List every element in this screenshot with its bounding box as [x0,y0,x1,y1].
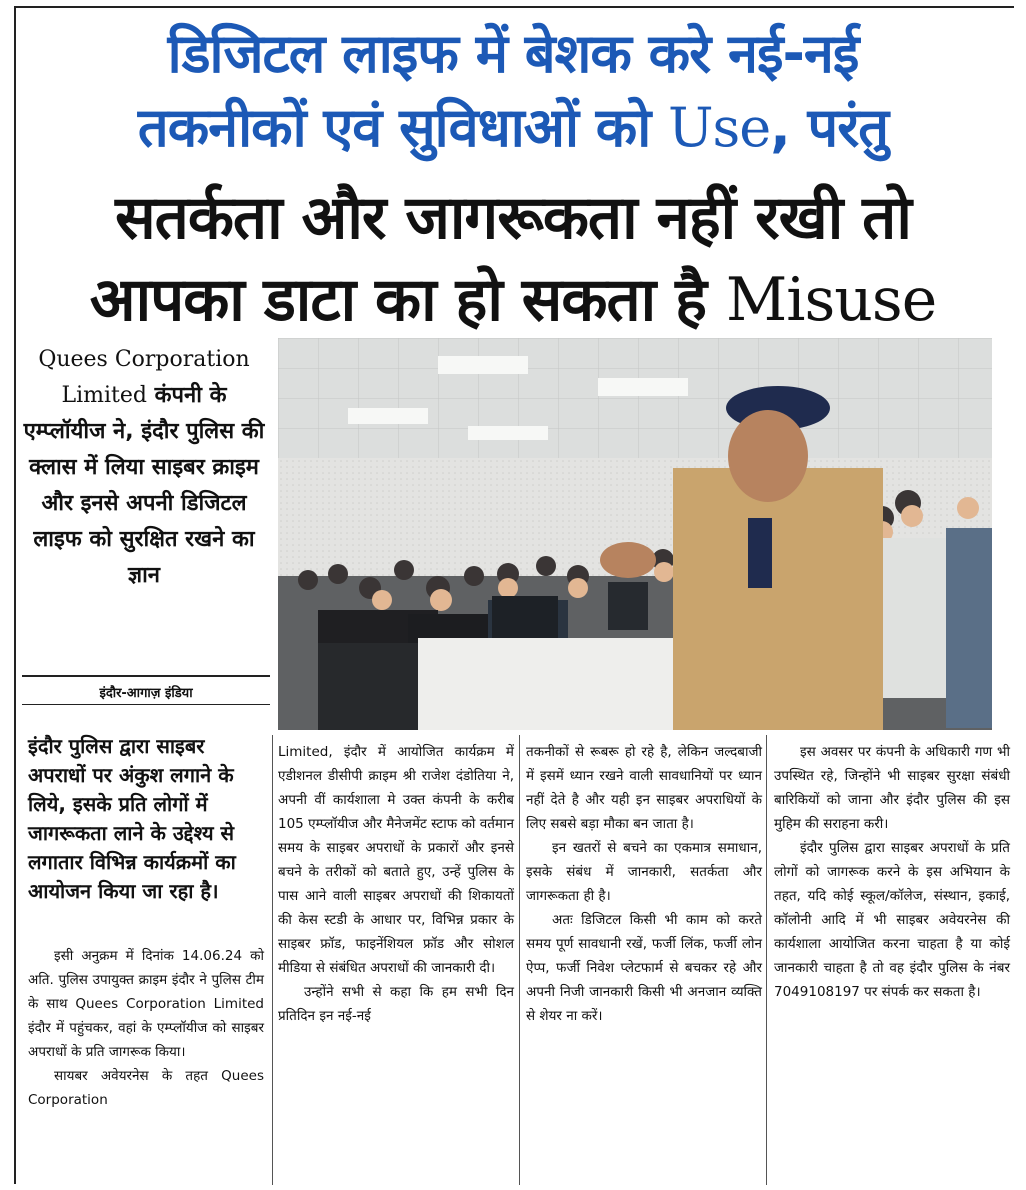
paragraph: अतः डिजिटल किसी भी काम को करते समय पूर्ण सावधानी रखें, फर्जी लिंक, फर्जी लोन ऐप्प, फर्जी निवेश प्लेटफार्म से बचकर रहे और अपनी निजी जानकारी किसी भी अनजान व्यक्ति से शेयर ना करें। [526,912,762,1024]
paragraph: उन्होंने सभी से कहा कि हम सभी दिन प्रतिदिन इन नई-नई [278,984,514,1024]
paragraph: Limited, इंदौर में आयोजित कार्यक्रम में एडीशनल डीसीपी क्राइम श्री राजेश दंडोतिया ने, अपनी वीं कार्यशाला मे उक्त कंपनी के करीब 105 एम्प्लॉयीज और मैनेजमेंट स्टाफ को वर्तमान समय के साइबर अपराधों के प्रकारों और इनसे बचने के तरीकों को बताते हुए, उन्हें पुलिस के पास आने वाली साइबर अपराधों की शिकायतों की केस स्टडी के आधार पर, विभिन्न प्रकार के साइबर फ्रॉड, फाइनेंशियल फ्रॉड और सोशल मीडिया से संबंधित अपराधों की जानकारी दी। [278,744,514,976]
paragraph: इस अवसर पर कंपनी के अधिकारी गण भी उपस्थित रहे, जिन्होंने भी साइबर सुरक्षा संबंधी बारिकियों को जाना और इंदौर पुलिस की इस मुहिम की सराहना करी। [774,744,1010,832]
front-desk [418,638,678,730]
police-officer-face [728,410,808,502]
monitor [608,582,648,630]
headline-line-1: डिजिटल लाइफ में बेशक करे नई-नई [167,22,859,85]
headline-line-4: आपका डाटा का हो सकता है Misuse [89,265,937,335]
article-column-4 [774,740,1010,1004]
lead-paragraph: इंदौर पुलिस द्वारा साइबर अपराधों पर अंकुश लगाने के लिये, इसके प्रति लोगों में जागरूकता लाने के उद्देश्य से लगातार विभिन्न कार्यक्रमों का आयोजन किया जा रहा है। [28,734,236,903]
column-rule [272,735,273,1185]
article-column-3 [526,740,762,1028]
police-officer-hands [600,542,656,578]
column-rule [519,735,520,1185]
paragraph: इंदौर पुलिस द्वारा साइबर अपराधों के प्रति लोगों को जागरूक करने के इस अभियान के तहत, यदि कोई स्कूल/कॉलेज, संस्थान, इकाई, कॉलोनी आदि में भी साइबर अवेयरनेस की कार्यशाला आयोजित करना चाहता है या कोई जानकारी चाहता है तो वह इंदौर पुलिस के नंबर 7049108197 पर संपर्क कर सकता है। [774,840,1010,1000]
ceiling-light [438,356,528,374]
dateline-rule [22,704,270,705]
article-column-1 [28,944,264,1112]
sidebar-rule [22,675,270,677]
headline-line-3: सतर्कता और जागरूकता नहीं रखी तो [115,183,911,253]
classroom-illustration [278,338,992,730]
dateline: इंदौर-आगाज़ इंडिया [99,686,193,701]
paragraph: इसी अनुक्रम में दिनांक 14.06.24 को अति. पुलिस उपायुक्त क्राइम इंदौर ने पुलिस टीम के साथ Quees Corporation Limited इंदौर में पहुंचकर, वहां के एम्प्लॉयीज को साइबर अपराधों के प्रति जागरूक किया। [28,948,264,1060]
column-rule [766,735,767,1185]
paragraph: इन खतरों से बचने का एकमात्र समाधान, इसके संबंध में जानकारी, सतर्कता और जागरूकता ही है। [526,840,762,904]
paragraph: तकनीकों से रूबरू हो रहे है, लेकिन जल्दबाजी में इसमें ध्यान रखने वाली सावधानियों पर ध्यान नहीं देते है और यही इन साइबर अपराधियों के लिए सबसे बड़ा मौका बन जाता है। [526,744,762,832]
headline-line-2: तकनीकों एवं सुविधाओं को Use, परंतु [137,96,889,159]
shoulder-strap [748,518,772,588]
ceiling-light [468,426,548,440]
standing-man [946,528,992,728]
paragraph: सायबर अवेयरनेस के तहत Quees Corporation [28,1068,264,1108]
ceiling-light [598,378,688,396]
workshop-photo [278,338,992,730]
sidebar-subheadline: Quees Corporation Limited कंपनी के एम्प्लॉयीज ने, इंदौर पुलिस की क्लास में लिया साइबर क्राइम और इनसे अपनी डिजिटल लाइफ को सुरक्षित रखने का ज्ञान [23,347,265,588]
standing-man [878,538,948,698]
top-border-rule [14,6,1014,8]
article-column-2 [278,740,514,1028]
chair [318,643,418,730]
ceiling-light [348,408,428,424]
police-officer-uniform [673,468,883,730]
